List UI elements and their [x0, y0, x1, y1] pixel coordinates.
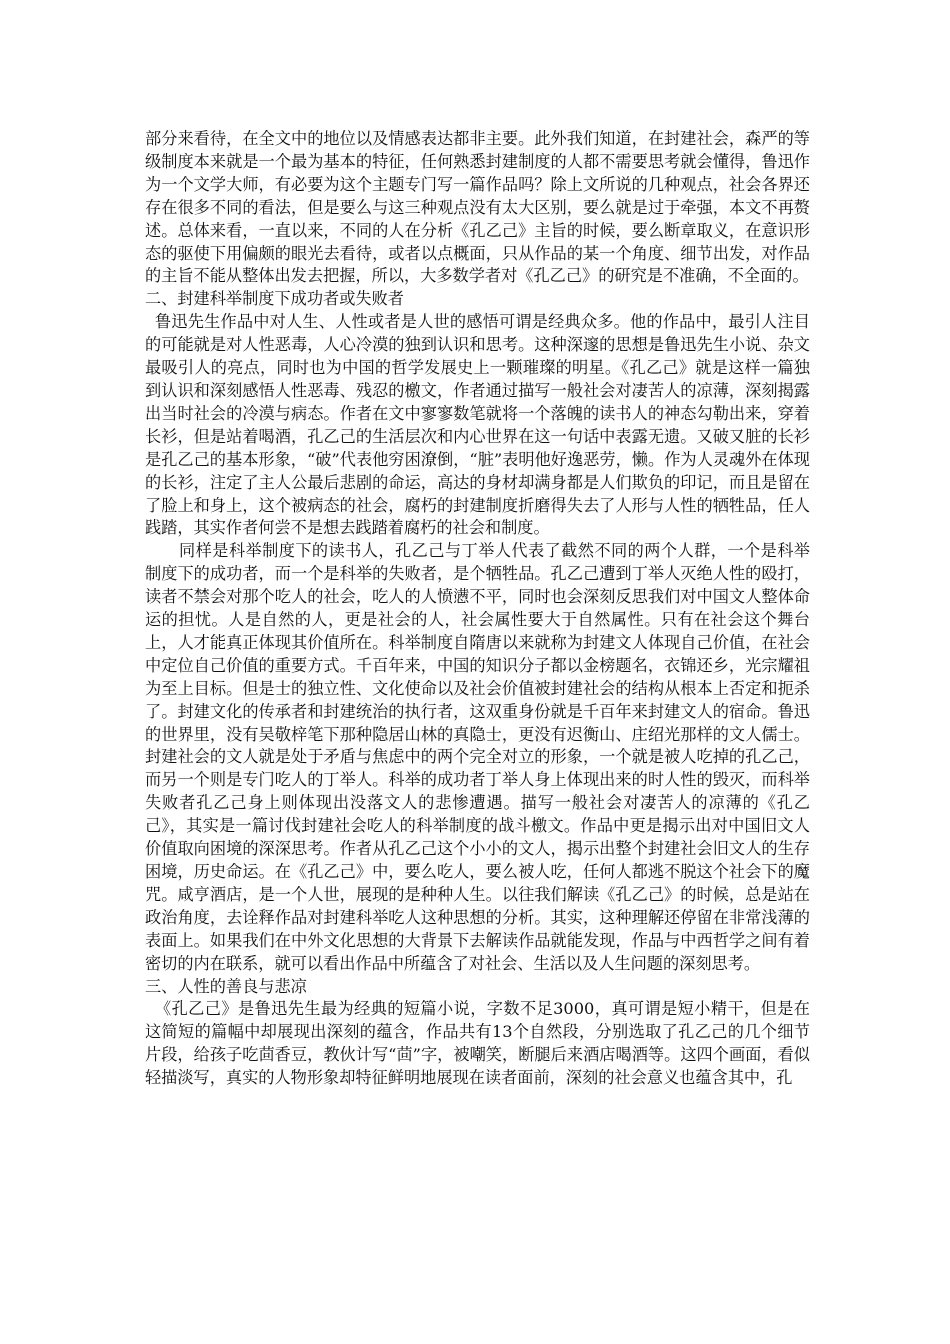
paragraph-section-2-first: 鲁迅先生作品中对人生、人性或者是人世的感悟可谓是经典众多。他的作品中，最引人注目的可能就是对人性恶毒，人心冷漠的独到认识和思考。这种深邃的思想是鲁迅先生小说、杂文最吸引人的亮点，同时也为中国的哲学发展史上一颗璀璨的明星。《孔乙己》就是这样一篇独到认识和深刻感悟人性恶毒、残忍的檄文，作者通过描写一般社会对凄苦人的凉薄，深刻揭露出当时社会的冷漠与病态。作者在文中寥寥数笔就将一个落魄的读书人的神态勾勒出来，穿着长衫，但是站着喝酒，孔乙己的生活层次和内心世界在这一句话中表露无遗。又破又脏的长衫是孔乙己的基本形象，“破”代表他穷困潦倒，“脏”表明他好逸恶劳，懒。作为人灵魂外在体现的长衫，注定了主人公最后悲剧的命运，高达的身材却满身都是人们欺负的印记，而且是留在了脸上和身上，这个被病态的社会，腐朽的封建制度折磨得失去了人形与人性的牺牲品，任人践踏，其实作者何尝不是想去践踏着腐朽的社会和制度。 [145, 312, 810, 538]
paragraph-section-3-first: 《孔乙己》是鲁迅先生最为经典的短篇小说，字数不足3000，真可谓是短小精干，但是在这简短的篇幅中却展现出深刻的蕴含，作品共有13个自然段，分别选取了孔乙己的几个细节片段，给孩子吃茴香豆，教伙计写“茴”字，被嘲笑，断腿后来酒店喝酒等。这四个画面，看似轻描淡写，真实的人物形象却特征鲜明地展现在读者面前，深刻的社会意义也蕴含其中，孔 [145, 999, 810, 1088]
document-page [145, 128, 810, 1090]
paragraph-continuation: 部分来看待，在全文中的地位以及情感表达都非主要。此外我们知道，在封建社会，森严的等级制度本来就是一个最为基本的特征，任何熟悉封建制度的人都不需要思考就会懂得，鲁迅作为一个文学大师，有必要为这个主题专门写一篇作品吗？除上文所说的几种观点，社会各界还存在很多不同的看法，但是要么与这三种观点没有太大区别，要么就是过于牵强，本文不再赘述。总体来看，一直以来，不同的人在分析《孔乙己》主旨的时候，要么断章取义，在意识形态的驱使下用偏颇的眼光去看待，或者以点概面，只从作品的某一个角度、细节出发，对作品的主旨不能从整体出发去把握，所以，大多数学者对《孔乙己》的研究是不准确，不全面的。 [145, 129, 810, 286]
section-heading-2: 二、封建科举制度下成功者或失败者 [145, 289, 404, 309]
section-heading-3: 三、人性的善良与悲凉 [145, 976, 307, 996]
paragraph-section-2-second: 同样是科举制度下的读书人，孔乙己与丁举人代表了截然不同的两个人群，一个是科举制度下的成功者，而一个是科举的失败者，是个牺牲品。孔乙己遭到丁举人灭绝人性的殴打，读者不禁会对那个吃人的社会，吃人的人愤懑不平，同时也会深刻反思我们对中国文人整体命运的担忧。人是自然的人，更是社会的人，社会属性要大于自然属性。只有在社会这个舞台上，人才能真正体现其价值所在。科举制度自隋唐以来就称为封建文人体现自己价值，在社会中定位自己价值的重要方式。千百年来，中国的知识分子都以金榜题名，衣锦还乡，光宗耀祖为至上目标。但是士的独立性、文化使命以及社会价值被封建社会的结构从根本上否定和扼杀了。封建文化的传承者和封建统治的执行者，这双重身份就是千百年来封建文人的宿命。鲁迅的世界里，没有吴敬梓笔下那种隐居山林的真隐士，更没有迟衡山、庄绍光那样的文人儒士。封建社会的文人就是处于矛盾与焦虑中的两个完全对立的形象，一个就是被人吃掉的孔乙己，而另一个则是专门吃人的丁举人。科举的成功者丁举人身上体现出来的时人性的毁灭，而科举失败者孔乙己身上则体现出没落文人的悲惨遭遇。描写一般社会对凄苦人的凉薄的《孔乙己》，其实是一篇讨伐封建社会吃人的科举制度的战斗檄文。作品中更是揭示出对中国旧文人价值取向困境的深深思考。作者从孔乙己这个小小的文人，揭示出整个封建社会旧文人的生存困境，历史命运。在《孔乙己》中，要么吃人，要么被人吃，任何人都逃不脱这个社会下的魔咒。咸亨酒店，是一个人世，展现的是种种人生。以往我们解读《孔乙己》的时候，总是站在政治角度，去诠释作品对封建科举吃人这种思想的分析。其实，这种理解还停留在非常浅薄的表面上。如果我们在中外文化思想的大背景下去解读作品就能发现，作品与中西哲学之间有着密切的内在联系，就可以看出作品中所蕴含了对社会、生活以及人生问题的深刻思考。 [145, 541, 810, 973]
